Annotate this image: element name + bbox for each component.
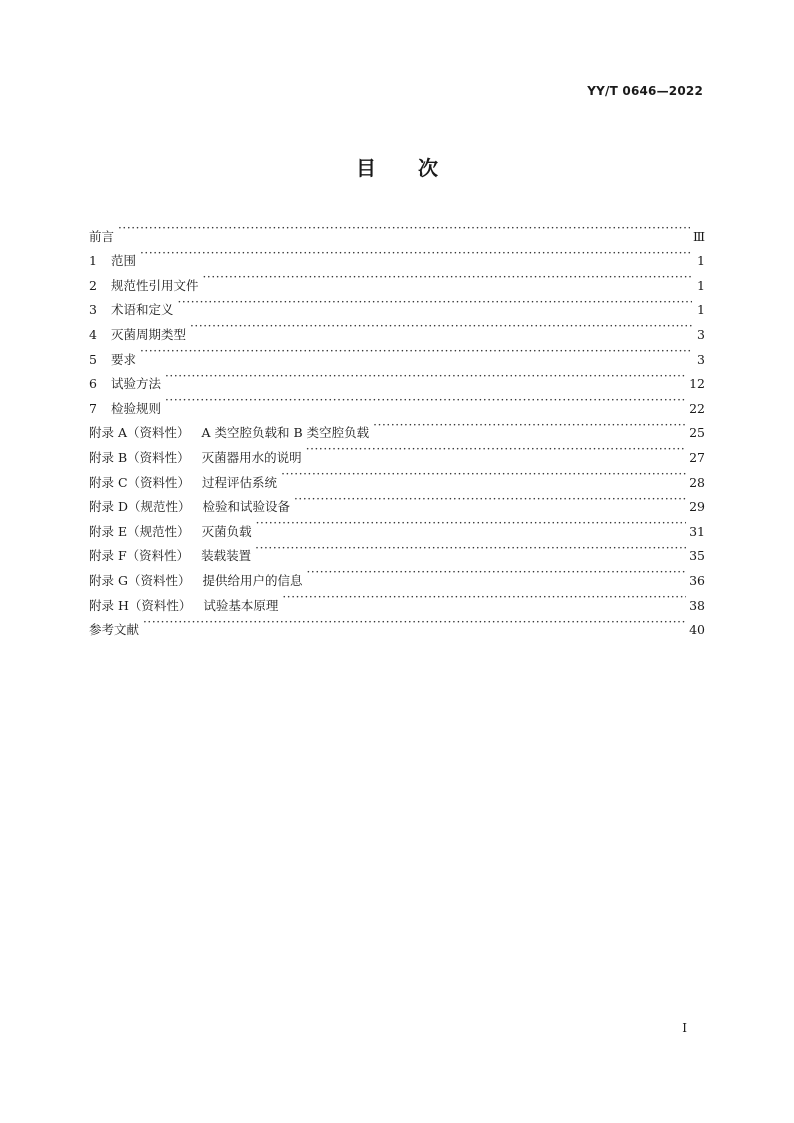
toc-label: 附录 C（资料性） 过程评估系统 (89, 474, 278, 490)
toc-page-number: 29 (689, 499, 705, 515)
toc-label: 5 要求 (89, 351, 137, 367)
toc-entry-cycle-types[interactable] (89, 314, 705, 342)
toc-page-number: Ⅲ (692, 228, 705, 244)
toc-label: 前言 (89, 228, 115, 244)
toc-page-number: 40 (689, 622, 705, 638)
dot-leader (294, 487, 686, 512)
toc-page-number: 3 (697, 326, 705, 342)
toc-entry-foreword[interactable] (89, 216, 705, 244)
page-number: I (682, 1021, 687, 1035)
toc-page-number: 35 (689, 548, 705, 564)
toc-label: 附录 E（规范性） 灭菌负载 (89, 523, 252, 539)
toc-entry-inspection-rules[interactable] (89, 388, 705, 416)
document-code: YY/T 0646—2022 (587, 84, 703, 98)
dot-leader (165, 364, 686, 389)
toc-label: 3 术语和定义 (89, 302, 174, 318)
toc-page-number: 3 (697, 351, 705, 367)
page-title (0, 152, 794, 181)
toc-label: 1 范围 (89, 253, 137, 269)
toc-entry-test-methods[interactable] (89, 364, 705, 392)
toc-label: 附录 G（资料性） 提供给用户的信息 (89, 572, 303, 588)
toc-label: 附录 F（资料性） 装载装置 (89, 548, 252, 564)
dot-leader (143, 610, 686, 635)
dot-leader (203, 265, 692, 290)
toc-label: 附录 D（规范性） 检验和试验设备 (89, 499, 291, 515)
toc-entry-terms[interactable] (89, 290, 705, 318)
title-char-1: 目 (356, 156, 376, 180)
dot-leader (178, 290, 692, 315)
toc-page-number: 1 (697, 277, 705, 293)
toc-label: 参考文献 (89, 622, 140, 638)
dot-leader (190, 314, 692, 339)
dot-leader (255, 536, 686, 561)
dot-leader (140, 241, 692, 266)
toc-entry-bibliography[interactable] (89, 610, 705, 638)
dot-leader (281, 462, 686, 487)
dot-leader (282, 585, 686, 610)
toc-entry-scope[interactable] (89, 241, 705, 269)
toc-page-number: 25 (689, 425, 705, 441)
dot-leader (306, 437, 686, 462)
toc-page-number: 28 (689, 474, 705, 490)
title-char-2: 次 (418, 156, 438, 180)
toc-page-number: 1 (697, 302, 705, 318)
toc-label: 附录 A（资料性） A 类空腔负载和 B 类空腔负载 (89, 425, 370, 441)
toc-entry-annex-a[interactable] (89, 413, 705, 441)
toc-label: 6 试验方法 (89, 376, 162, 392)
dot-leader (306, 560, 686, 585)
toc-entry-normative-references[interactable] (89, 265, 705, 293)
toc-page-number: 31 (689, 523, 705, 539)
toc-page-number: 22 (689, 400, 705, 416)
toc-label: 附录 H（资料性） 试验基本原理 (89, 597, 279, 613)
dot-leader (256, 511, 686, 536)
dot-leader (140, 339, 692, 364)
toc-label: 4 灭菌周期类型 (89, 326, 187, 342)
toc-page-number: 38 (689, 597, 705, 613)
toc-label: 2 规范性引用文件 (89, 277, 199, 293)
table-of-contents (89, 216, 705, 638)
toc-page-number: 36 (689, 572, 705, 588)
toc-page-number: 12 (689, 376, 705, 392)
toc-label: 附录 B（资料性） 灭菌器用水的说明 (89, 449, 302, 465)
toc-label: 7 检验规则 (89, 400, 162, 416)
toc-page-number: 1 (697, 253, 705, 269)
dot-leader (165, 388, 686, 413)
toc-page-number: 27 (689, 449, 705, 465)
toc-entry-requirements[interactable] (89, 339, 705, 367)
dot-leader (373, 413, 686, 438)
dot-leader (118, 216, 690, 241)
